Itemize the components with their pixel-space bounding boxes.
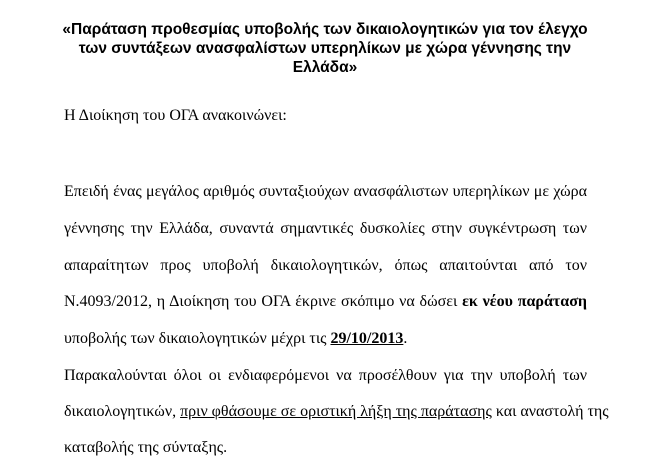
para2-line-1: Παρακαλούνται όλοι οι ενδιαφερόμενοι να προσέλθουν για την υποβολή των [64, 367, 587, 384]
document-title [40, 20, 610, 77]
extension-emphasis: εκ νέου παράταση [462, 293, 587, 310]
title-line-1: «Παράταση προθεσμίας υποβολής των δικαιολογητικών για τον έλεγχο [62, 21, 588, 38]
para1-line-5-end: . [403, 330, 408, 347]
title-line-3: Ελλάδα» [292, 59, 358, 76]
title-line-2: των συντάξεων ανασφαλίστων υπερηλίκων με χώρα γέννησης την [78, 40, 572, 57]
para1-line-4-text: Ν.4093/2012, η Διοίκηση του ΟΓΑ έκρινε σκόπιμο να δώσει [64, 293, 463, 310]
para1-line-3: απαραίτητων προς υποβολή δικαιολογητικών, όπως απαιτούνται από τον [64, 257, 587, 274]
deadline-date: 29/10/2013 [330, 330, 404, 347]
para1-line-5 [64, 330, 407, 348]
intro-text: Η Διοίκηση του ΟΓΑ ανακοινώνει: [64, 107, 287, 124]
para2-line-2 [64, 403, 609, 421]
para1-line-4 [64, 293, 587, 311]
para1-line-1: Επειδή ένας μεγάλος αριθμός συνταξιούχων ανασφάλιστων υπερηλίκων με χώρα [64, 183, 587, 200]
para1-line-5-text: υποβολής των δικαιολογητικών μέχρι τις [64, 330, 331, 347]
para2-line-2-end: και αναστολή της [491, 403, 609, 420]
para2-line-2-start: δικαιολογητικών, [64, 403, 181, 420]
para2-line-3: καταβολής της σύνταξης. [64, 439, 228, 456]
underlined-warning: πριν φθάσουμε σε οριστική λήξη της παράτασης [180, 403, 492, 420]
para1-line-2: γέννησης την Ελλάδα, συναντά σημαντικές δυσκολίες στην συγκέντρωση των [64, 220, 587, 237]
